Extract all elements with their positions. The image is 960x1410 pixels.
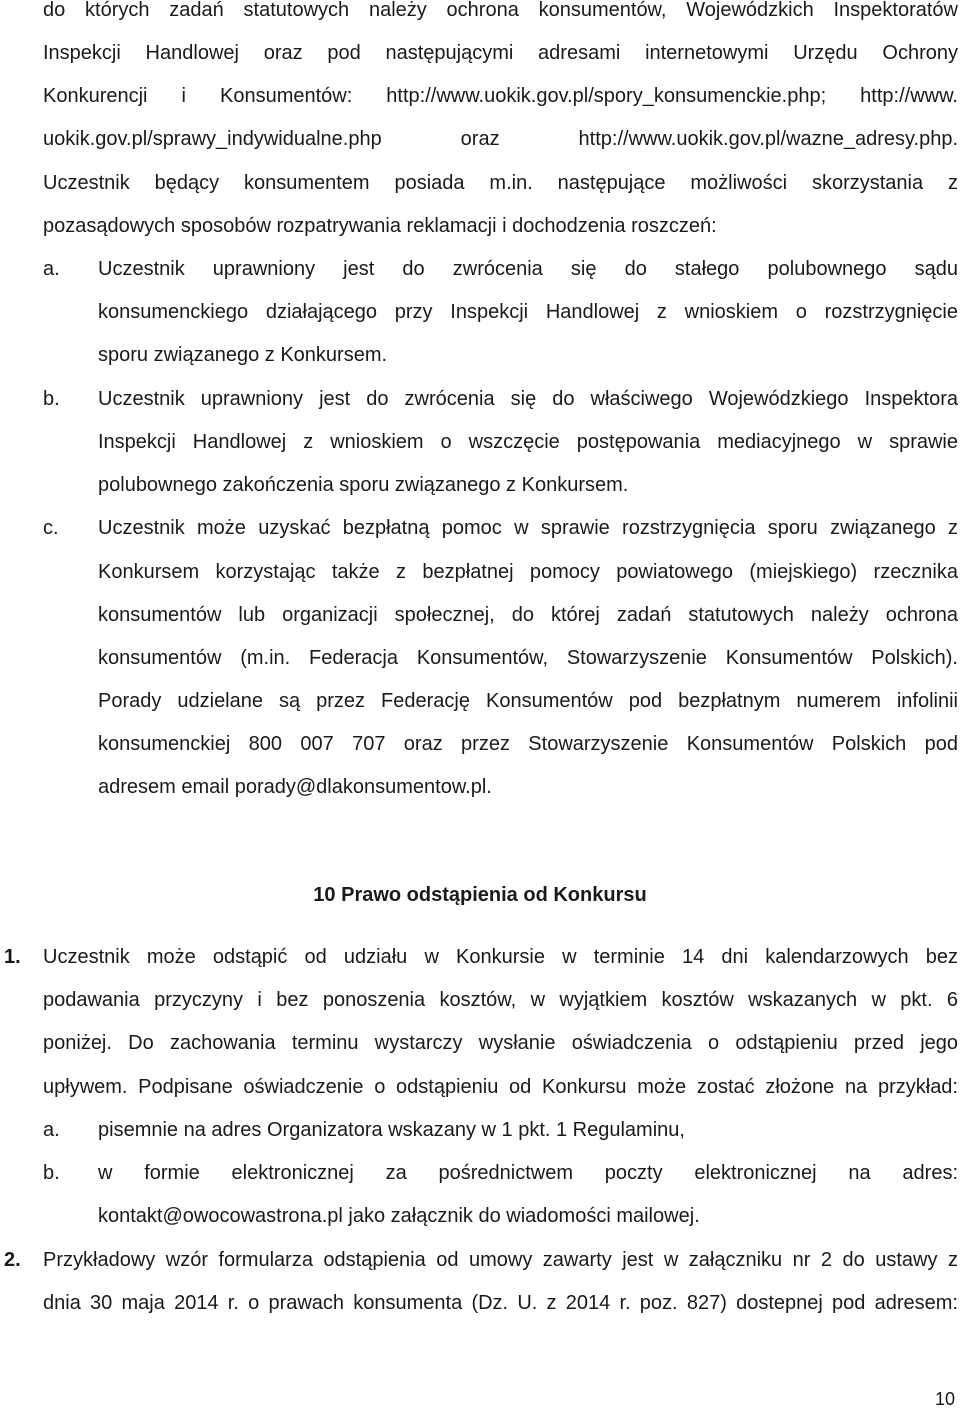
point-1-sub-b-label: b. bbox=[43, 1162, 60, 1184]
intro-line: Konkurencji i Konsumentów: http://www.uokik.gov.pl/spory_konsumenckie.php; http://www. bbox=[43, 85, 958, 107]
option-a-line: sporu związanego z Konkursem. bbox=[98, 344, 388, 366]
option-a-line: Uczestnik uprawniony jest do zwrócenia się do stałego polubownego sądu bbox=[98, 258, 958, 280]
option-b-line: polubownego zakończenia sporu związanego z Konkursem. bbox=[98, 474, 629, 496]
option-b-line: Inspekcji Handlowej z wnioskiem o wszczęcie postępowania mediacyjnego w sprawie bbox=[98, 431, 958, 453]
point-2-line: dnia 30 maja 2014 r. o prawach konsumenta (Dz. U. z 2014 r. poz. 827) dostepnej pod adresem: bbox=[43, 1292, 958, 1314]
point-1-sub-a-line: pisemnie na adres Organizatora wskazany w 1 pkt. 1 Regulaminu, bbox=[98, 1119, 685, 1141]
option-a-line: konsumenckiego działającego przy Inspekcji Handlowej z wnioskiem o rozstrzygnięcie bbox=[98, 301, 958, 323]
intro-line: Uczestnik będący konsumentem posiada m.in. następujące możliwości skorzystania z bbox=[43, 172, 958, 194]
option-c-line: konsumentów (m.in. Federacja Konsumentów, Stowarzyszenie Konsumentów Polskich). bbox=[98, 647, 958, 669]
option-c-line: adresem email porady@dlakonsumentow.pl. bbox=[98, 776, 492, 798]
option-b-line: Uczestnik uprawniony jest do zwrócenia się do właściwego Wojewódzkiego Inspektora bbox=[98, 388, 958, 410]
point-1-line: upływem. Podpisane oświadczenie o odstąpieniu od Konkursu może zostać złożone na przykład: bbox=[43, 1076, 958, 1098]
intro-line: do których zadań statutowych należy ochrona konsumentów, Wojewódzkich Inspektoratów bbox=[43, 0, 958, 21]
point-2-number: 2. bbox=[4, 1249, 21, 1271]
point-1-sub-b-line: w formie elektronicznej za pośrednictwem poczty elektronicznej na adres: bbox=[98, 1162, 958, 1184]
page-number: 10 bbox=[934, 1389, 955, 1409]
point-2-line: Przykładowy wzór formularza odstąpienia od umowy zawarty jest w załączniku nr 2 do ustawy z bbox=[43, 1249, 958, 1271]
option-a-label: a. bbox=[43, 258, 60, 280]
section-heading: 10 Prawo odstąpienia od Konkursu bbox=[313, 884, 647, 906]
point-1-sub-b-line: kontakt@owocowastrona.pl jako załącznik do wiadomości mailowej. bbox=[98, 1205, 700, 1227]
option-b-label: b. bbox=[43, 388, 60, 410]
point-1-sub-a-label: a. bbox=[43, 1119, 60, 1141]
point-1-line: poniżej. Do zachowania terminu wystarczy wysłanie oświadczenia o odstąpieniu przed jego bbox=[43, 1032, 958, 1054]
point-1-line: podawania przyczyny i bez ponoszenia kosztów, w wyjątkiem kosztów wskazanych w pkt. 6 bbox=[43, 989, 958, 1011]
intro-line: pozasądowych sposobów rozpatrywania reklamacji i dochodzenia roszczeń: bbox=[43, 215, 717, 237]
option-c-line: Uczestnik może uzyskać bezpłatną pomoc w sprawie rozstrzygnięcia sporu związanego z bbox=[98, 517, 958, 539]
point-1-number: 1. bbox=[4, 946, 21, 968]
option-c-line: Porady udzielane są przez Federację Konsumentów pod bezpłatnym numerem infolinii bbox=[98, 690, 958, 712]
point-1-line: Uczestnik może odstąpić od udziału w Konkursie w terminie 14 dni kalendarzowych bez bbox=[43, 946, 958, 968]
option-c-line: konsumentów lub organizacji społecznej, do której zadań statutowych należy ochrona bbox=[98, 604, 958, 626]
intro-line: Inspekcji Handlowej oraz pod następującymi adresami internetowymi Urzędu Ochrony bbox=[43, 42, 958, 64]
option-c-line: konsumenckiej 800 007 707 oraz przez Stowarzyszenie Konsumentów Polskich pod bbox=[98, 733, 958, 755]
intro-line: uokik.gov.pl/sprawy_indywidualne.php oraz http://www.uokik.gov.pl/wazne_adresy.php. bbox=[43, 128, 958, 150]
option-c-line: Konkursem korzystając także z bezpłatnej pomocy powiatowego (miejskiego) rzecznika bbox=[98, 561, 958, 583]
option-c-label: c. bbox=[43, 517, 59, 539]
